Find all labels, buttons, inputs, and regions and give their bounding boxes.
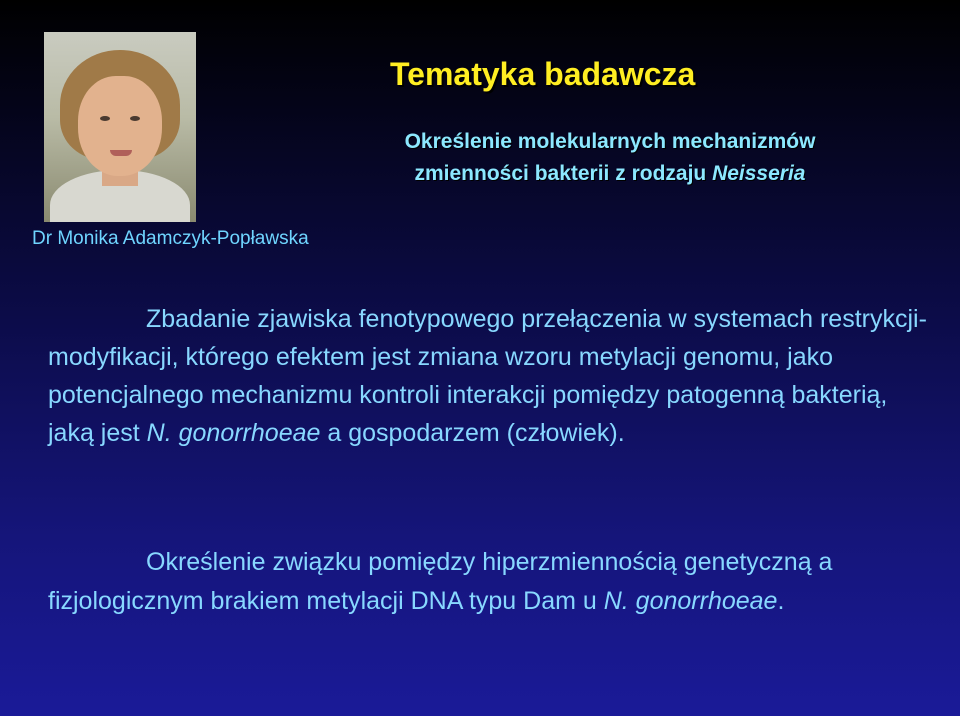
slide-title: Tematyka badawcza xyxy=(390,56,696,92)
paragraph-2-text: Określenie związku pomiędzy hiperzmiennością genetyczną a fizjologicznym brakiem metylacji DNA typu Dam u xyxy=(48,548,833,615)
paragraph-1-text: Zbadanie zjawiska fenotypowego przełączenia w systemach restrykcji-modyfikacji, którego efektem jest zmiana wzoru metylacji genomu, jako potencjalnego mechanizmu kontroli interakcji pomiędzy patogenną bakterią, jaką jest xyxy=(48,305,927,447)
subtitle-line2: zmienności bakterii z rodzaju xyxy=(414,162,713,185)
subtitle-line1: Określenie molekularnych mechanizmów xyxy=(404,130,816,153)
paragraph-1 xyxy=(48,300,928,452)
paragraph-1-species: N. gonorrhoeae xyxy=(146,419,321,447)
paragraph-2 xyxy=(48,543,928,621)
slide-subtitle xyxy=(300,126,920,190)
photo-eye-right xyxy=(130,116,140,121)
author-name: Dr Monika Adamczyk-Popławska xyxy=(32,228,309,249)
photo-eye-left xyxy=(100,116,110,121)
photo-face-shape xyxy=(78,76,162,176)
paragraph-2-tail: . xyxy=(777,587,785,615)
photo-mouth xyxy=(110,150,132,156)
subtitle-genus: Neisseria xyxy=(712,162,806,185)
paragraph-1-tail: a gospodarzem (człowiek). xyxy=(320,419,625,447)
paragraph-2-species: N. gonorrhoeae xyxy=(603,587,778,615)
author-photo xyxy=(44,32,196,222)
